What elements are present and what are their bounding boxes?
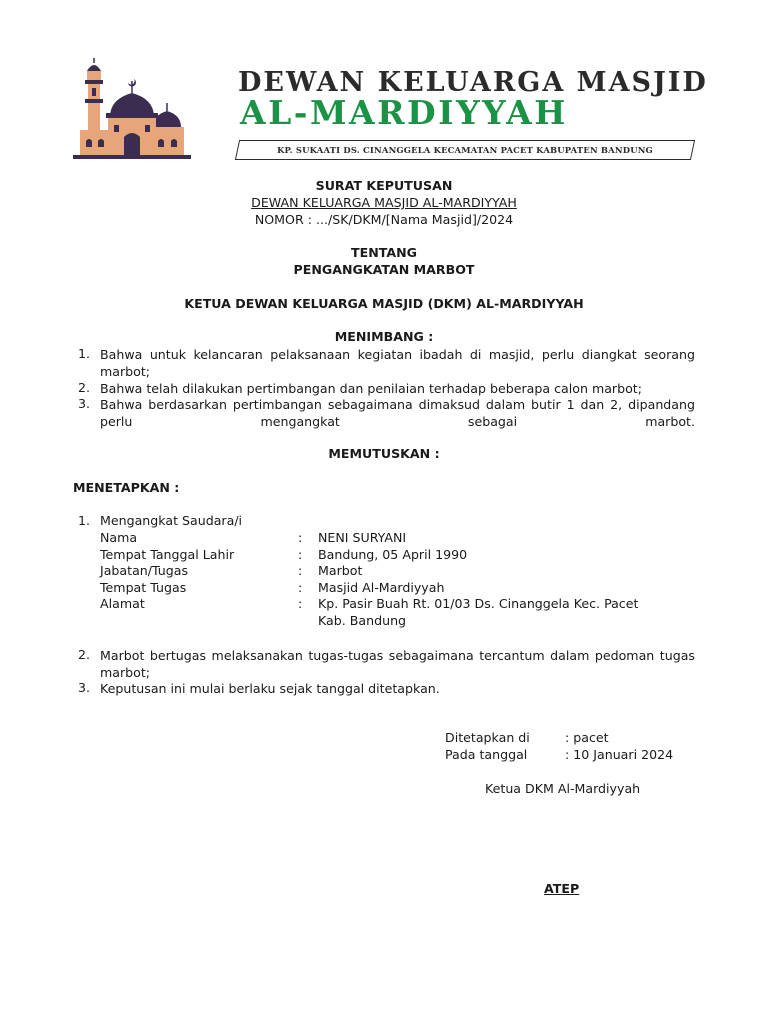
tentang-heading: TENTANG [351, 245, 417, 260]
field-label: Alamat [100, 596, 145, 611]
field-value: Marbot [318, 563, 363, 578]
list-number: 2. [78, 380, 91, 395]
decision-item: Marbot bertugas melaksanakan tugas-tugas sebagaimana tercantum dalam pedoman tugas marbot; [100, 648, 695, 680]
letterhead [0, 0, 768, 170]
field-label: Jabatan/Tugas [100, 563, 189, 578]
field-colon: : [298, 596, 303, 611]
field-value: Bandung, 05 April 1990 [318, 547, 468, 562]
menimbang-item: Bahwa untuk kelancaran pelaksanaan kegiatan ibadah di masjid, perlu diangkat seorang marbot; [100, 347, 695, 379]
field-value: Kp. Pasir Buah Rt. 01/03 Ds. Cinanggela Kec. Pacet [318, 596, 639, 611]
mosque-logo-icon [70, 55, 194, 163]
field-colon: : [298, 563, 303, 578]
tanggal-value: : 10 Januari 2024 [565, 747, 674, 762]
list-number: 2. [78, 647, 91, 662]
field-label: Nama [100, 530, 138, 545]
org-name: DEWAN KELUARGA MASJID [238, 67, 708, 98]
field-colon: : [298, 547, 303, 562]
menimbang-item: Bahwa berdasarkan pertimbangan sebagaimana dimaksud dalam butir 1 dan 2, dipandang perlu mengangkat sebagai marbot. [100, 397, 695, 429]
doc-title: SURAT KEPUTUSAN [315, 178, 453, 193]
list-number: 1. [78, 346, 91, 361]
field-value-cont: Kab. Bandung [318, 613, 407, 628]
ditetapkan-label: Ditetapkan di [445, 730, 530, 745]
menimbang-item: Bahwa telah dilakukan pertimbangan dan penilaian terhadap beberapa calon marbot; [100, 381, 642, 396]
list-number: 3. [78, 680, 91, 695]
address-text: KP. SUKAATI DS. CINANGGELA KECAMATAN PACET KABUPATEN BANDUNG [277, 145, 653, 155]
ditetapkan-value: : pacet [565, 730, 609, 745]
menetapkan-heading: MENETAPKAN : [73, 480, 180, 495]
field-label: Tempat Tugas [100, 580, 187, 595]
field-colon: : [298, 530, 303, 545]
tanggal-label: Pada tanggal [445, 747, 528, 762]
decision-item: Keputusan ini mulai berlaku sejak tanggal ditetapkan. [100, 681, 440, 696]
field-label: Tempat Tanggal Lahir [100, 547, 235, 562]
menimbang-heading: MENIMBANG : [334, 329, 434, 344]
decision-item: Mengangkat Saudara/i [100, 513, 243, 528]
doc-issuer: DEWAN KELUARGA MASJID AL-MARDIYYAH [251, 195, 517, 210]
ketua-heading: KETUA DEWAN KELUARGA MASJID (DKM) AL-MARDIYYAH [184, 296, 584, 311]
field-value: NENI SURYANI [318, 530, 407, 545]
memutuskan-heading: MEMUTUSKAN : [328, 446, 440, 461]
address-bar [235, 140, 695, 160]
list-number: 1. [78, 513, 91, 528]
doc-subject: PENGANGKATAN MARBOT [293, 262, 475, 277]
field-colon: : [298, 580, 303, 595]
signer-position: Ketua DKM Al-Mardiyyah [485, 781, 641, 796]
field-value: Masjid Al-Mardiyyah [318, 580, 445, 595]
signer-name: ATEP [544, 881, 580, 896]
org-sub-name: AL-MARDIYYAH [240, 93, 568, 132]
doc-number: NOMOR : .../SK/DKM/[Nama Masjid]/2024 [254, 212, 514, 227]
list-number: 3. [78, 396, 91, 411]
